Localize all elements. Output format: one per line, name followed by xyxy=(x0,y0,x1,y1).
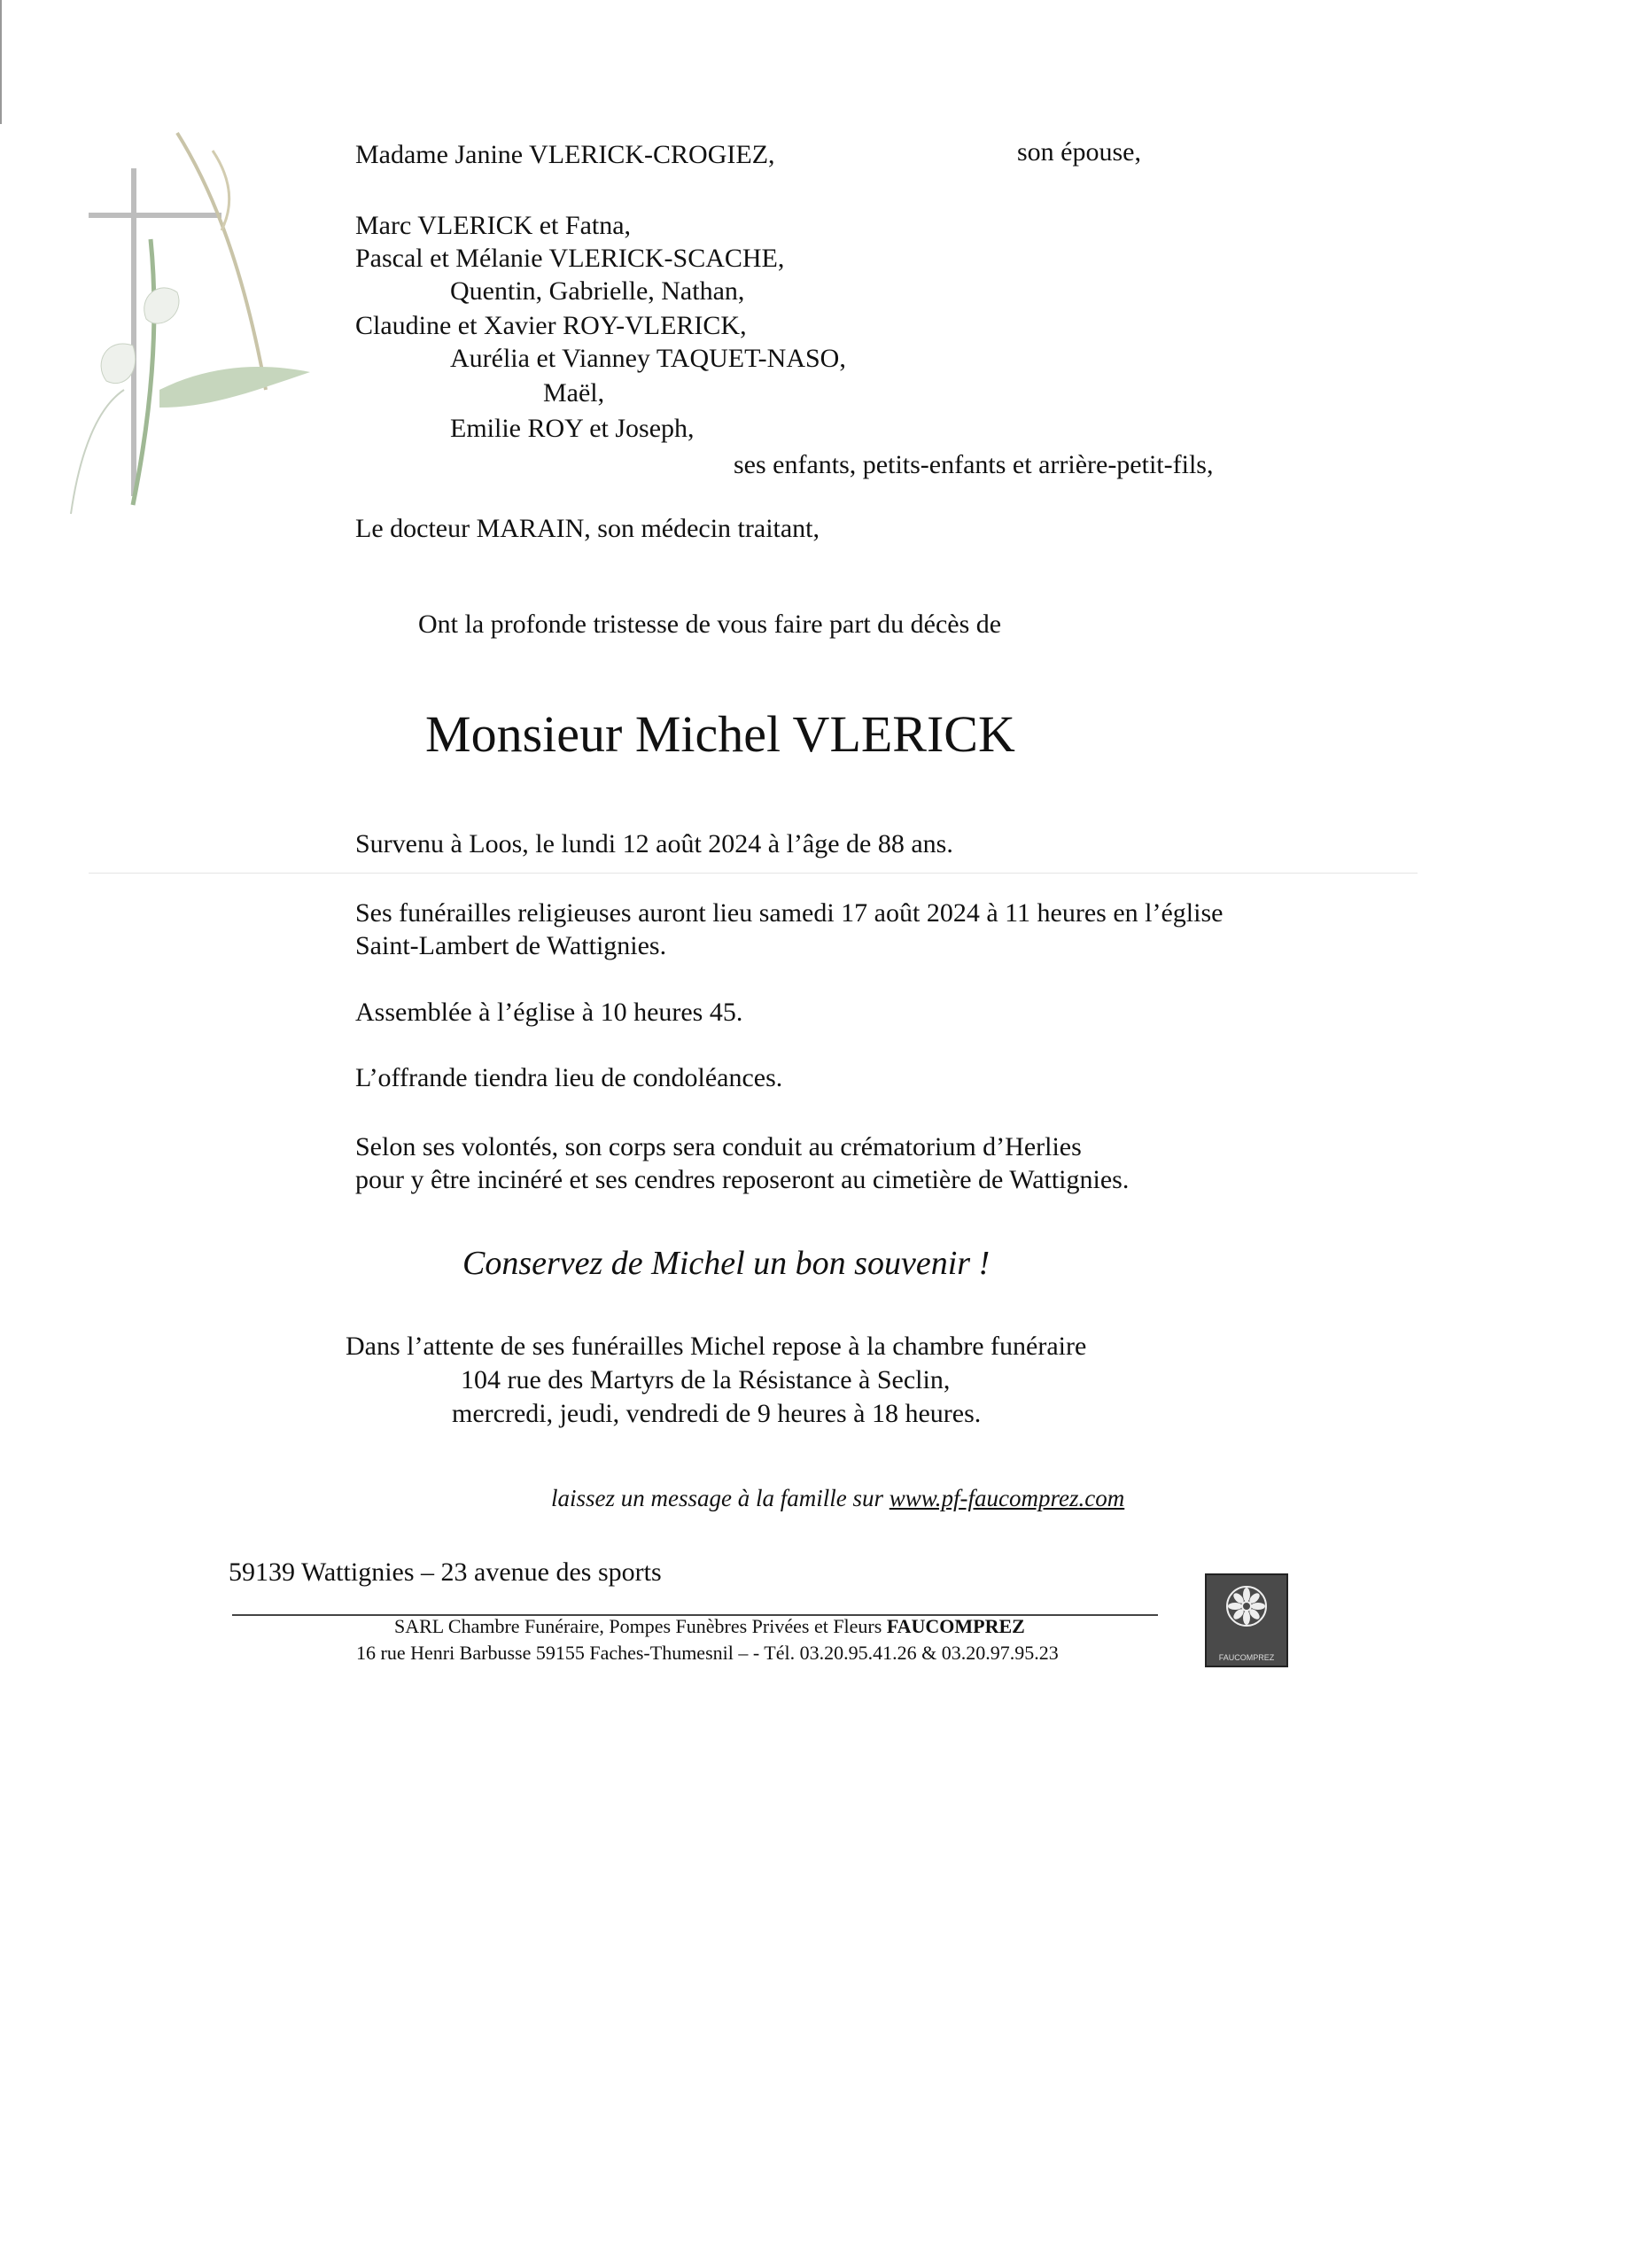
spouse-name: Madame Janine VLERICK-CROGIEZ, xyxy=(355,140,775,169)
family-member: Quentin, Gabrielle, Nathan, xyxy=(450,276,745,306)
cross-lily-decoration-icon xyxy=(44,97,310,540)
family-member: Marc VLERICK et Fatna, xyxy=(355,211,632,240)
address-line: 59139 Wattignies – 23 avenue des sports xyxy=(229,1557,662,1587)
assembly-line: Assemblée à l’église à 10 heures 45. xyxy=(355,998,743,1027)
family-member: Pascal et Mélanie VLERICK-SCACHE, xyxy=(355,244,785,273)
family-member: Aurélia et Vianney TAQUET-NASO, xyxy=(450,344,846,373)
death-line: Survenu à Loos, le lundi 12 août 2024 à l’âge de 88 ans. xyxy=(355,829,953,858)
logo-caption: FAUCOMPREZ xyxy=(1218,1653,1275,1662)
doctor-line: Le docteur MARAIN, son médecin traitant, xyxy=(355,514,820,543)
website-link[interactable]: www.pf-faucomprez.com xyxy=(889,1485,1125,1511)
deceased-name: Monsieur Michel VLERICK xyxy=(425,705,1015,763)
footer-company-prefix: SARL Chambre Funéraire, Pompes Funèbres Privées et Fleurs xyxy=(394,1615,882,1637)
footer-company xyxy=(394,1614,1025,1639)
announcement: Ont la profonde tristesse de vous faire part du décès de xyxy=(418,610,1002,639)
funeral-line: Ses funérailles religieuses auront lieu samedi 17 août 2024 à 11 heures en l’église xyxy=(355,898,1224,928)
footer-contact: 16 rue Henri Barbusse 59155 Faches-Thumesnil – - Tél. 03.20.95.41.26 & 03.20.97.95.23 xyxy=(356,1642,1059,1664)
footer-company-name: FAUCOMPREZ xyxy=(886,1615,1025,1637)
company-logo xyxy=(1205,1573,1288,1667)
children-role: ses enfants, petits-enfants et arrière-petit-fils, xyxy=(734,450,1214,479)
family-member: Emilie ROY et Joseph, xyxy=(450,414,695,443)
visitation-line: Dans l’attente de ses funérailles Michel repose à la chambre funéraire xyxy=(346,1332,1087,1361)
spouse-role: son épouse, xyxy=(1017,137,1141,167)
scan-fold-line xyxy=(89,873,1418,874)
cremation-line: pour y être incinéré et ses cendres reposeront au cimetière de Wattignies. xyxy=(355,1165,1130,1194)
visitation-line: 104 rue des Martyrs de la Résistance à Seclin, xyxy=(461,1365,951,1394)
family-member: Claudine et Xavier ROY-VLERICK, xyxy=(355,311,747,340)
family-member: Maël, xyxy=(543,378,605,408)
flower-logo-icon xyxy=(1224,1584,1269,1628)
closing-phrase: Conservez de Michel un bon souvenir ! xyxy=(462,1245,991,1282)
message-line xyxy=(551,1482,1124,1514)
visitation-line: mercredi, jeudi, vendredi de 9 heures à 18 heures. xyxy=(452,1399,982,1428)
message-prefix: laissez un message à la famille sur xyxy=(551,1485,883,1511)
cremation-line: Selon ses volontés, son corps sera conduit au crématorium d’Herlies xyxy=(355,1132,1082,1161)
offering-line: L’offrande tiendra lieu de condoléances. xyxy=(355,1063,783,1092)
funeral-line: Saint-Lambert de Wattignies. xyxy=(355,931,667,960)
scan-edge xyxy=(0,0,2,124)
